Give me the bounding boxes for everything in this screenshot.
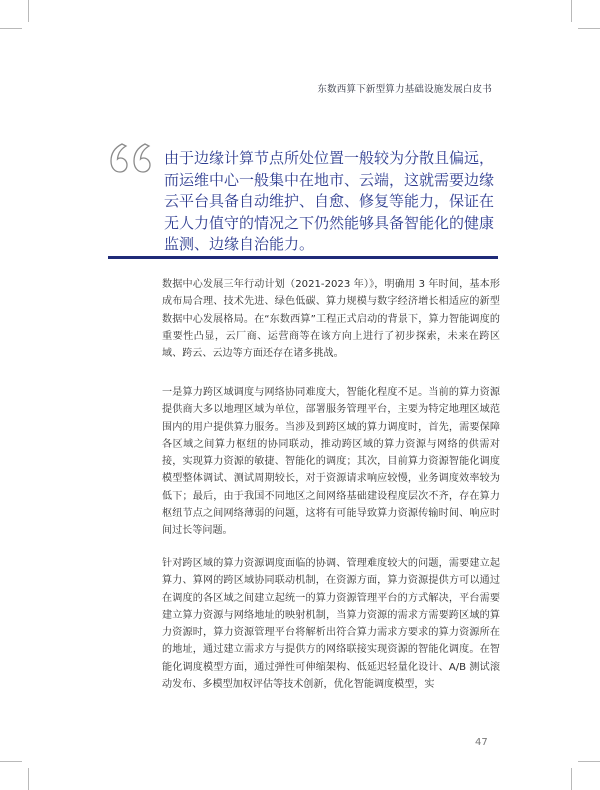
crop-mark-bottom-left-h — [0, 761, 22, 762]
crop-mark-bottom-right-h — [578, 761, 600, 762]
body-paragraph-3: 针对跨区域的算力资源调度面临的协调、管理难度较大的问题，需要建立起算力、算网的跨区域协同联动机制，在资源方面，算力资源提供方可以通过在调度的各区域之间建立起统一的算力资源管理平台的方式解决，平台需要建立算力资源与网络地址的映射机制，当算力资源的需求方需要跨区域的算力资源时，算力资源管理平台将解析出符合算力需求方要求的算力资源所在的地址，通过建立需求方与提供方的网络联接实现资源的智能化调度。在智能化调度模型方面，通过弹性可伸缩架构、低延迟轻量化设计、A/B 测试滚动发布、多模型加权评估等技术创新，优化智能调度模型，实 — [162, 558, 500, 691]
double-quote-icon — [108, 140, 154, 176]
running-header: 东数西算下新型算力基础设施发展白皮书 — [317, 84, 492, 95]
crop-mark-top-right — [571, 0, 572, 22]
crop-mark-top-right-h — [578, 28, 600, 29]
page-number: 47 — [475, 737, 488, 748]
pull-quote-divider — [108, 256, 498, 259]
crop-mark-top-left — [28, 0, 29, 22]
crop-mark-bottom-left — [28, 768, 29, 790]
body-paragraph-1: 数据中心发展三年行动计划（2021-2023 年）》，明确用 3 年时间，基本形成布局合理、技术先进、绿色低碳、算力规模与数字经济增长相适应的新型数据中心发展格局。在“东数西算”工程正式启动的背景下，算力智能调度的重要性凸显，云厂商、运营商等在该方向上进行了初步探索，未来在跨区域、跨云、云边等方面还存在诸多挑战。 — [162, 279, 500, 360]
crop-mark-top-left-h — [0, 28, 22, 29]
crop-mark-bottom-right — [571, 768, 572, 790]
body-paragraph-2: 一是算力跨区域调度与网络协同难度大，智能化程度不足。当前的算力资源提供商大多以地理区域为单位，部署服务管理平台，主要为特定地理区域范围内的用户提供算力服务。当涉及到跨区域的算力调度时，首先，需要保障各区域之间算力枢纽的协同联动，推动跨区域的算力资源与网络的供需对接，实现算力资源的敏捷、智能化的调度；其次，目前算力资源智能化调度模型整体调试、测试周期较长，对于资源请求响应较慢，业务调度效率较为低下；最后，由于我国不同地区之间网络基础建设程度层次不齐，存在算力枢纽节点之间网络薄弱的问题，这将有可能导致算力资源传输时间、响应时间过长等问题。 — [162, 387, 500, 537]
pull-quote-text: 由于边缘计算节点所处位置一般较为分散且偏远，而运维中心一般集中在地市、云端，这就需要边缘云平台具备自动维护、自愈、修复等能力，保证在无人力值守的情况之下仍然能够具备智能化的健康监测、边缘自治能力。 — [164, 149, 495, 253]
